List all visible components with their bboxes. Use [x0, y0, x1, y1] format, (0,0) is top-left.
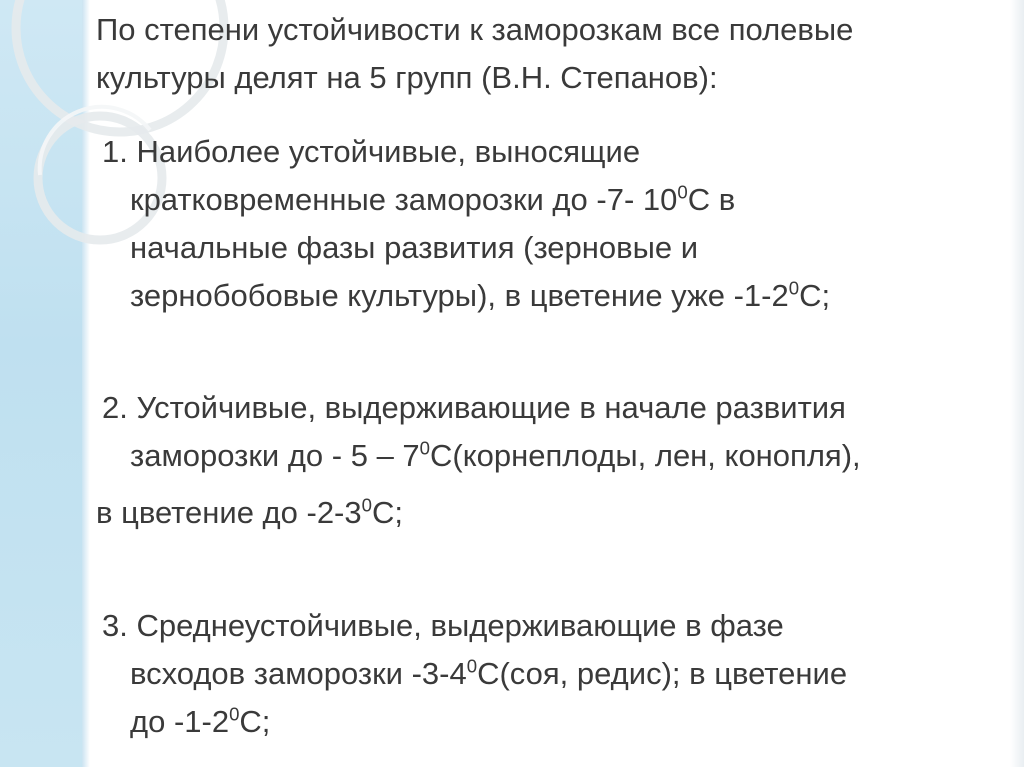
group1-line-4: зернобобовые культуры), в цветение уже $-1-2^0С$; — [130, 277, 831, 313]
intro-line-1: По степени устойчивости к заморозкам все полевые — [96, 12, 854, 47]
group2-line-3: в цветение до $-2-3^0С$; — [96, 494, 403, 530]
group2-line-2: заморозки до - $5 - 7^0С(корнеплоды$, лен, конопля), — [130, 437, 861, 473]
intro-line-2: культуры делят на 5 групп (В.Н. Степанов): — [96, 60, 718, 95]
group3-line-3: до $-1-2^0С$; — [130, 703, 271, 739]
right-frame — [1010, 0, 1024, 767]
group3-line-1: 3. Среднеустойчивые, выдерживающие в фазе — [102, 608, 784, 643]
group2-line-1: 2. Устойчивые, выдерживающие в начале развития — [102, 390, 846, 425]
group1-line-3: начальные фазы развития (зерновые и — [130, 230, 699, 265]
group1-line-2: кратковременные заморозки до -7- $10^0С$ в — [130, 181, 736, 217]
group1-line-1: 1. Наиболее устойчивые, выносящие — [102, 134, 641, 169]
group3-line-2: всходов заморозки $-3-4^0С(соя$, редис); в цветение — [130, 655, 848, 691]
